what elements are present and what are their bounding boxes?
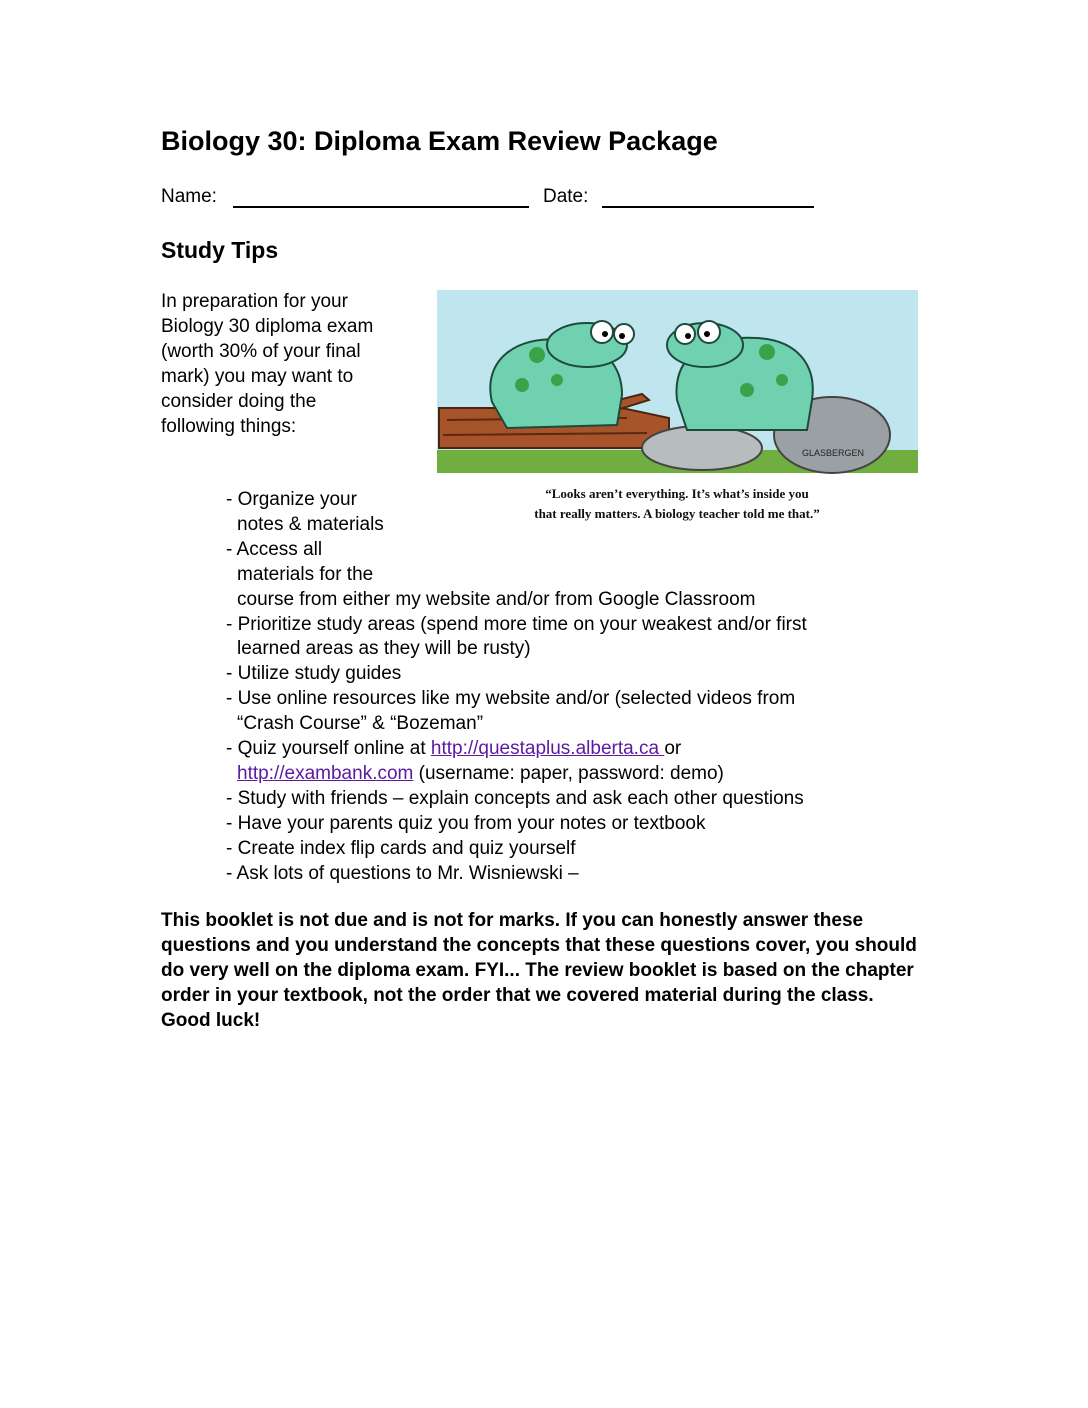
questaplus-link[interactable]: http://questaplus.alberta.ca xyxy=(430,738,665,760)
intro-line: mark) you may want to xyxy=(161,366,354,387)
list-item xyxy=(226,737,926,787)
list-item xyxy=(226,613,926,663)
section-heading: Study Tips xyxy=(161,237,279,263)
intro-line: Biology 30 diploma exam xyxy=(161,316,374,337)
name-date-row xyxy=(161,186,814,208)
tip-text: (username: paper, password: demo) xyxy=(413,762,724,784)
list-item xyxy=(226,662,926,687)
tip-text: course from either my website and/or from Google Classroom xyxy=(237,588,756,610)
cartoon-caption-line2: that really matters. A biology teacher told me that.” xyxy=(534,506,820,521)
tip-text: - Have your parents quiz you from your notes or textbook xyxy=(226,812,706,834)
tip-text: - Access all xyxy=(226,538,323,560)
name-field-line[interactable] xyxy=(233,186,529,208)
tip-text: notes & materials xyxy=(237,513,384,535)
tip-text: - Organize your xyxy=(226,489,357,510)
tip-text: learned areas as they will be rusty) xyxy=(237,638,531,660)
date-field-line[interactable] xyxy=(602,186,814,208)
intro-line: following things: xyxy=(161,416,297,437)
name-label: Name: xyxy=(161,186,217,207)
study-tips-list xyxy=(226,488,926,887)
cartoon-signature: GLASBERGEN xyxy=(802,448,865,458)
list-item xyxy=(226,812,926,837)
tip-text: - Study with friends – explain concepts and ask each other questions xyxy=(226,787,804,809)
tip-text: “Crash Course” & “Bozeman” xyxy=(237,713,484,735)
tip-text: - Quiz yourself online at xyxy=(226,738,431,760)
closing-paragraph: This booklet is not due and is not for marks. If you can honestly answer these questions and you understand the concepts that these questions cover, you should do very well on the diploma exam. FYI... The review booklet is based on the chapter order in your textbook, not the order that we covered material during the class. Good luck! xyxy=(161,910,917,1031)
tip-text: - Utilize study guides xyxy=(226,663,402,685)
list-item xyxy=(226,837,926,862)
list-item xyxy=(226,538,926,613)
intro-line: consider doing the xyxy=(161,391,317,412)
tip-text: - Ask lots of questions to Mr. Wisniewski – xyxy=(226,862,579,884)
tip-text: materials for the xyxy=(237,563,374,585)
page-title: Biology 30: Diploma Exam Review Package xyxy=(161,126,718,156)
tip-text: - Prioritize study areas (spend more time on your weakest and/or first xyxy=(226,613,807,635)
cartoon-caption-line1: “Looks aren’t everything. It’s what’s inside you xyxy=(545,486,809,501)
exambank-link[interactable]: http://exambank.com xyxy=(237,762,414,784)
intro-line: In preparation for your xyxy=(161,291,348,312)
list-item xyxy=(226,488,926,538)
intro-line: (worth 30% of your final xyxy=(161,341,361,362)
date-label: Date: xyxy=(542,186,589,207)
intro-paragraph xyxy=(161,289,411,439)
tip-text: - Use online resources like my website and/or (selected videos from xyxy=(226,688,796,710)
list-item xyxy=(226,862,926,887)
tip-text: or xyxy=(664,738,682,760)
tip-text: - Create index flip cards and quiz yourself xyxy=(226,837,576,859)
list-item xyxy=(226,787,926,812)
list-item xyxy=(226,687,926,737)
